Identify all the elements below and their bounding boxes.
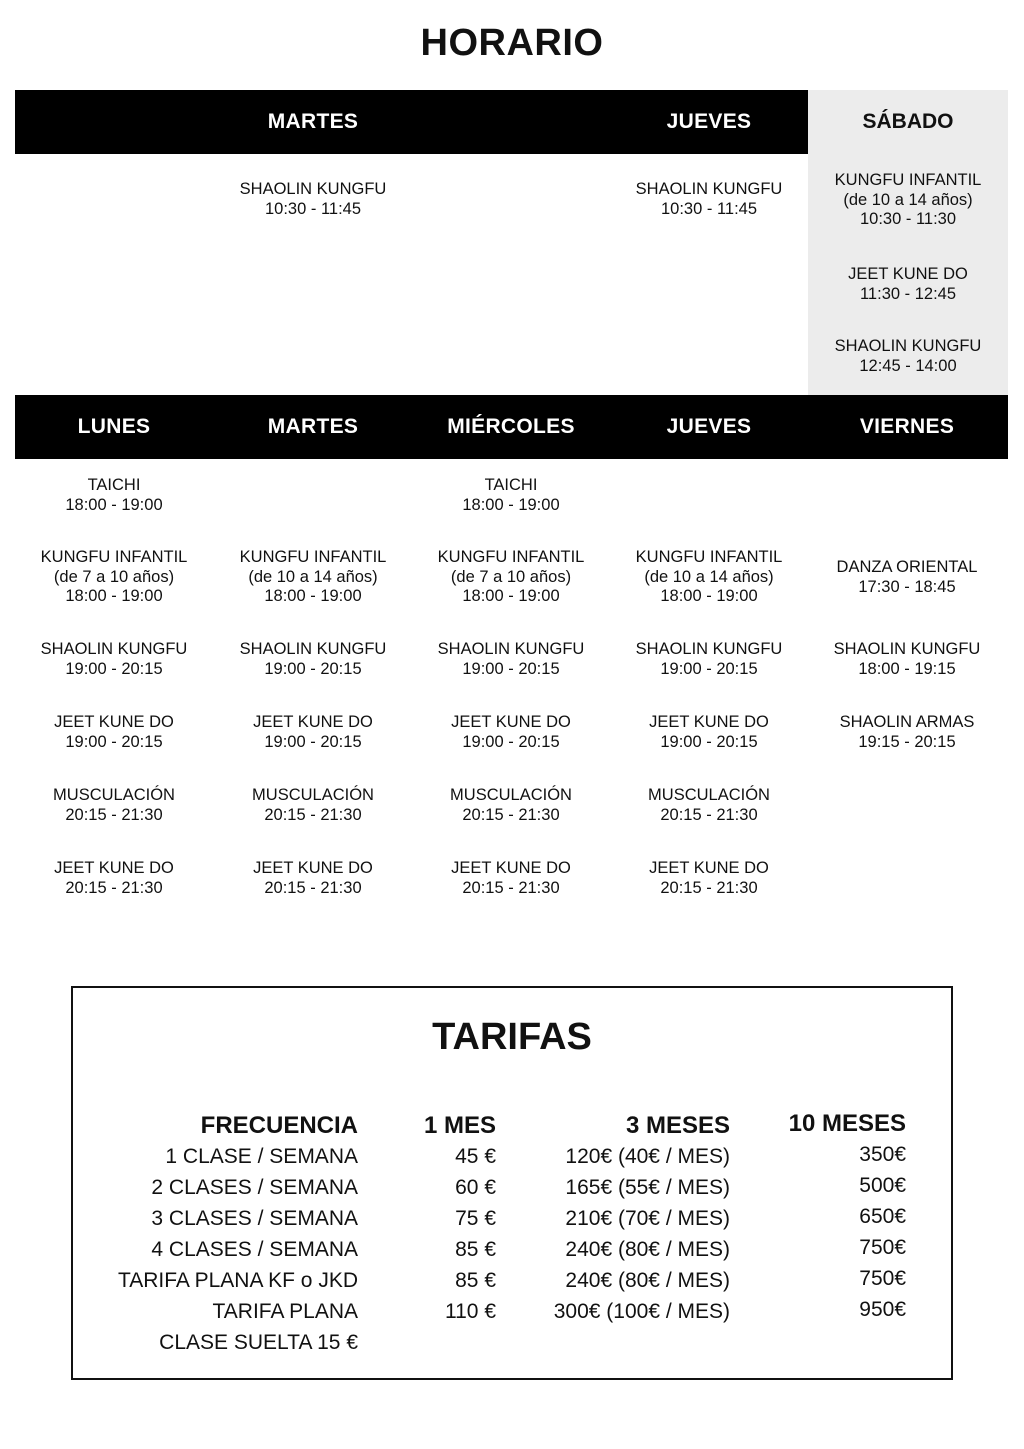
class-slot — [610, 713, 808, 752]
class-name: SHAOLIN ARMAS — [839, 713, 975, 731]
saturday-class-slot — [809, 337, 1007, 376]
class-time: 18:00 - 19:00 — [462, 587, 560, 605]
saturday-class-slot — [809, 265, 1007, 304]
class-time: 10:30 - 11:45 — [660, 199, 758, 218]
class-slot — [214, 640, 412, 679]
class-name: TAICHI — [87, 476, 141, 494]
tarifa-cell: 120€ (40€ / MES) — [565, 1145, 730, 1168]
tarifa-cell: 110 € — [445, 1300, 496, 1323]
tarifa-cell: 300€ (100€ / MES) — [553, 1300, 730, 1323]
class-time: 18:00 - 19:00 — [65, 587, 163, 605]
page-title: HORARIO — [420, 22, 604, 64]
class-name: JEET KUNE DO — [54, 713, 174, 731]
day-header-miércoles: MIÉRCOLES — [447, 415, 575, 438]
class-time: 12:45 - 14:00 — [859, 356, 957, 375]
class-slot — [15, 548, 213, 607]
class-time: 20:15 - 21:30 — [65, 878, 163, 897]
class-slot — [214, 180, 412, 219]
class-time: 19:00 - 20:15 — [65, 659, 163, 678]
class-name: DANZA ORIENTAL — [836, 558, 978, 576]
day-header-saturday: SÁBADO — [862, 110, 954, 133]
class-slot — [15, 786, 213, 825]
class-slot — [15, 713, 213, 752]
class-slot — [412, 859, 610, 898]
class-time: 10:30 - 11:30 — [859, 210, 957, 228]
class-time: 18:00 - 19:15 — [858, 659, 956, 678]
day-header-empty — [15, 90, 213, 154]
day-header-jueves: JUEVES — [666, 415, 752, 438]
class-name: MUSCULACIÓN — [450, 786, 572, 804]
tarifa-cell: 85 € — [455, 1238, 496, 1261]
class-name: SHAOLIN KUNGFU — [834, 337, 982, 355]
class-name: (de 7 a 10 años) — [53, 567, 175, 586]
class-name: (de 10 a 14 años) — [248, 567, 378, 586]
class-name: SHAOLIN KUNGFU — [239, 640, 387, 658]
class-time: 18:00 - 19:00 — [462, 495, 560, 514]
three-months-header: 3 MESES — [625, 1112, 730, 1139]
class-name: JEET KUNE DO — [54, 859, 174, 877]
class-name: SHAOLIN KUNGFU — [833, 640, 981, 658]
tarifa-cell: 4 CLASES / SEMANA — [151, 1238, 358, 1261]
class-time: 19:00 - 20:15 — [462, 732, 560, 751]
saturday-class-slot — [809, 171, 1007, 230]
class-name: (de 7 a 10 años) — [450, 567, 572, 586]
class-name: (de 10 a 14 años) — [843, 190, 973, 209]
class-slot — [15, 476, 213, 515]
class-slot — [412, 786, 610, 825]
class-name: KUNGFU INFANTIL — [834, 171, 982, 189]
class-time: 19:00 - 20:15 — [264, 732, 362, 751]
tarifa-cell: TARIFA PLANA KF o JKD — [117, 1269, 358, 1292]
class-slot — [610, 180, 808, 219]
class-slot — [412, 476, 610, 515]
day-header-jueves: JUEVES — [666, 110, 752, 133]
class-time: 20:15 - 21:30 — [462, 805, 560, 824]
tarifa-cell: 2 CLASES / SEMANA — [151, 1176, 358, 1199]
one-month-header: 1 MES — [423, 1112, 496, 1139]
class-time: 20:15 - 21:30 — [264, 878, 362, 897]
class-time: 11:30 - 12:45 — [859, 284, 957, 303]
frecuencia-column — [118, 1110, 358, 1358]
class-name: MUSCULACIÓN — [648, 786, 770, 804]
class-name: SHAOLIN KUNGFU — [635, 180, 783, 198]
class-name: TAICHI — [484, 476, 538, 494]
class-slot — [610, 640, 808, 679]
tarifa-cell: 350€ — [859, 1143, 906, 1166]
tarifa-cell: 750€ — [859, 1236, 906, 1259]
tarifa-cell: 210€ (70€ / MES) — [565, 1207, 730, 1230]
class-name: SHAOLIN KUNGFU — [239, 180, 387, 198]
class-name: (de 10 a 14 años) — [644, 567, 774, 586]
class-slot — [412, 640, 610, 679]
class-name: SHAOLIN KUNGFU — [437, 640, 585, 658]
tarifa-cell: 240€ (80€ / MES) — [565, 1269, 730, 1292]
class-time: 20:15 - 21:30 — [660, 878, 758, 897]
class-slot — [808, 713, 1006, 752]
class-slot — [412, 713, 610, 752]
tarifa-cell: TARIFA PLANA — [212, 1300, 358, 1323]
class-slot — [15, 640, 213, 679]
class-name: SHAOLIN KUNGFU — [635, 640, 783, 658]
tarifa-cell: 750€ — [859, 1267, 906, 1290]
tarifa-cell: 3 CLASES / SEMANA — [151, 1207, 358, 1230]
class-time: 19:00 - 20:15 — [660, 659, 758, 678]
day-header-martes: MARTES — [267, 415, 359, 438]
day-header-martes: MARTES — [267, 110, 359, 133]
class-name: JEET KUNE DO — [451, 713, 571, 731]
class-slot — [214, 713, 412, 752]
class-slot — [214, 548, 412, 607]
evening-day-header — [15, 395, 1008, 459]
class-name: KUNGFU INFANTIL — [437, 548, 585, 566]
class-name: JEET KUNE DO — [451, 859, 571, 877]
class-time: 18:00 - 19:00 — [65, 495, 163, 514]
class-name: JEET KUNE DO — [253, 859, 373, 877]
morning-day-header — [15, 90, 808, 154]
class-slot — [610, 786, 808, 825]
class-slot — [412, 548, 610, 607]
tarifa-cell: 85 € — [455, 1269, 496, 1292]
class-slot — [610, 859, 808, 898]
class-time: 19:00 - 20:15 — [660, 732, 758, 751]
tarifa-cell: CLASE SUELTA 15 € — [159, 1331, 358, 1354]
tarifa-cell: 500€ — [859, 1174, 906, 1197]
tarifa-cell: 650€ — [859, 1205, 906, 1228]
tarifa-cell: 75 € — [455, 1207, 496, 1230]
class-time: 20:15 - 21:30 — [462, 878, 560, 897]
class-slot — [214, 786, 412, 825]
class-name: JEET KUNE DO — [253, 713, 373, 731]
class-time: 19:00 - 20:15 — [65, 732, 163, 751]
tarifas-title: TARIFAS — [432, 1016, 592, 1058]
tarifa-cell: 60 € — [455, 1176, 496, 1199]
day-header-empty — [412, 90, 610, 154]
class-name: JEET KUNE DO — [848, 265, 968, 283]
class-name: MUSCULACIÓN — [252, 786, 374, 804]
day-header-lunes: LUNES — [77, 415, 151, 438]
class-slot — [610, 548, 808, 607]
class-slot — [15, 859, 213, 898]
frecuencia-header: FRECUENCIA — [200, 1112, 358, 1139]
tarifa-cell: 165€ (55€ / MES) — [565, 1176, 730, 1199]
class-name: MUSCULACIÓN — [53, 786, 175, 804]
class-time: 18:00 - 19:00 — [264, 587, 362, 605]
class-time: 17:30 - 18:45 — [858, 577, 956, 596]
day-header-viernes: VIERNES — [859, 415, 955, 438]
class-slot — [808, 558, 1006, 597]
class-name: SHAOLIN KUNGFU — [40, 640, 188, 658]
class-time: 19:15 - 20:15 — [858, 732, 956, 751]
class-slot — [808, 640, 1006, 679]
tarifa-cell: 950€ — [859, 1298, 906, 1321]
tarifa-cell: 1 CLASE / SEMANA — [165, 1145, 358, 1168]
ten-months-header: 10 MESES — [788, 1110, 906, 1137]
class-time: 20:15 - 21:30 — [65, 805, 163, 824]
class-name: KUNGFU INFANTIL — [239, 548, 387, 566]
class-time: 19:00 - 20:15 — [462, 659, 560, 678]
class-name: KUNGFU INFANTIL — [40, 548, 188, 566]
class-slot — [214, 859, 412, 898]
class-time: 19:00 - 20:15 — [264, 659, 362, 678]
tarifa-cell: 240€ (80€ / MES) — [565, 1238, 730, 1261]
class-time: 20:15 - 21:30 — [264, 805, 362, 824]
class-time: 10:30 - 11:45 — [264, 199, 362, 218]
class-name: KUNGFU INFANTIL — [635, 548, 783, 566]
class-time: 18:00 - 19:00 — [660, 587, 758, 605]
class-name: JEET KUNE DO — [649, 859, 769, 877]
tarifa-cell: 45 € — [455, 1145, 496, 1168]
ten-months-column — [789, 1108, 906, 1325]
one-month-column — [424, 1110, 496, 1327]
three-months-column — [554, 1110, 730, 1327]
class-time: 20:15 - 21:30 — [660, 805, 758, 824]
class-name: JEET KUNE DO — [649, 713, 769, 731]
